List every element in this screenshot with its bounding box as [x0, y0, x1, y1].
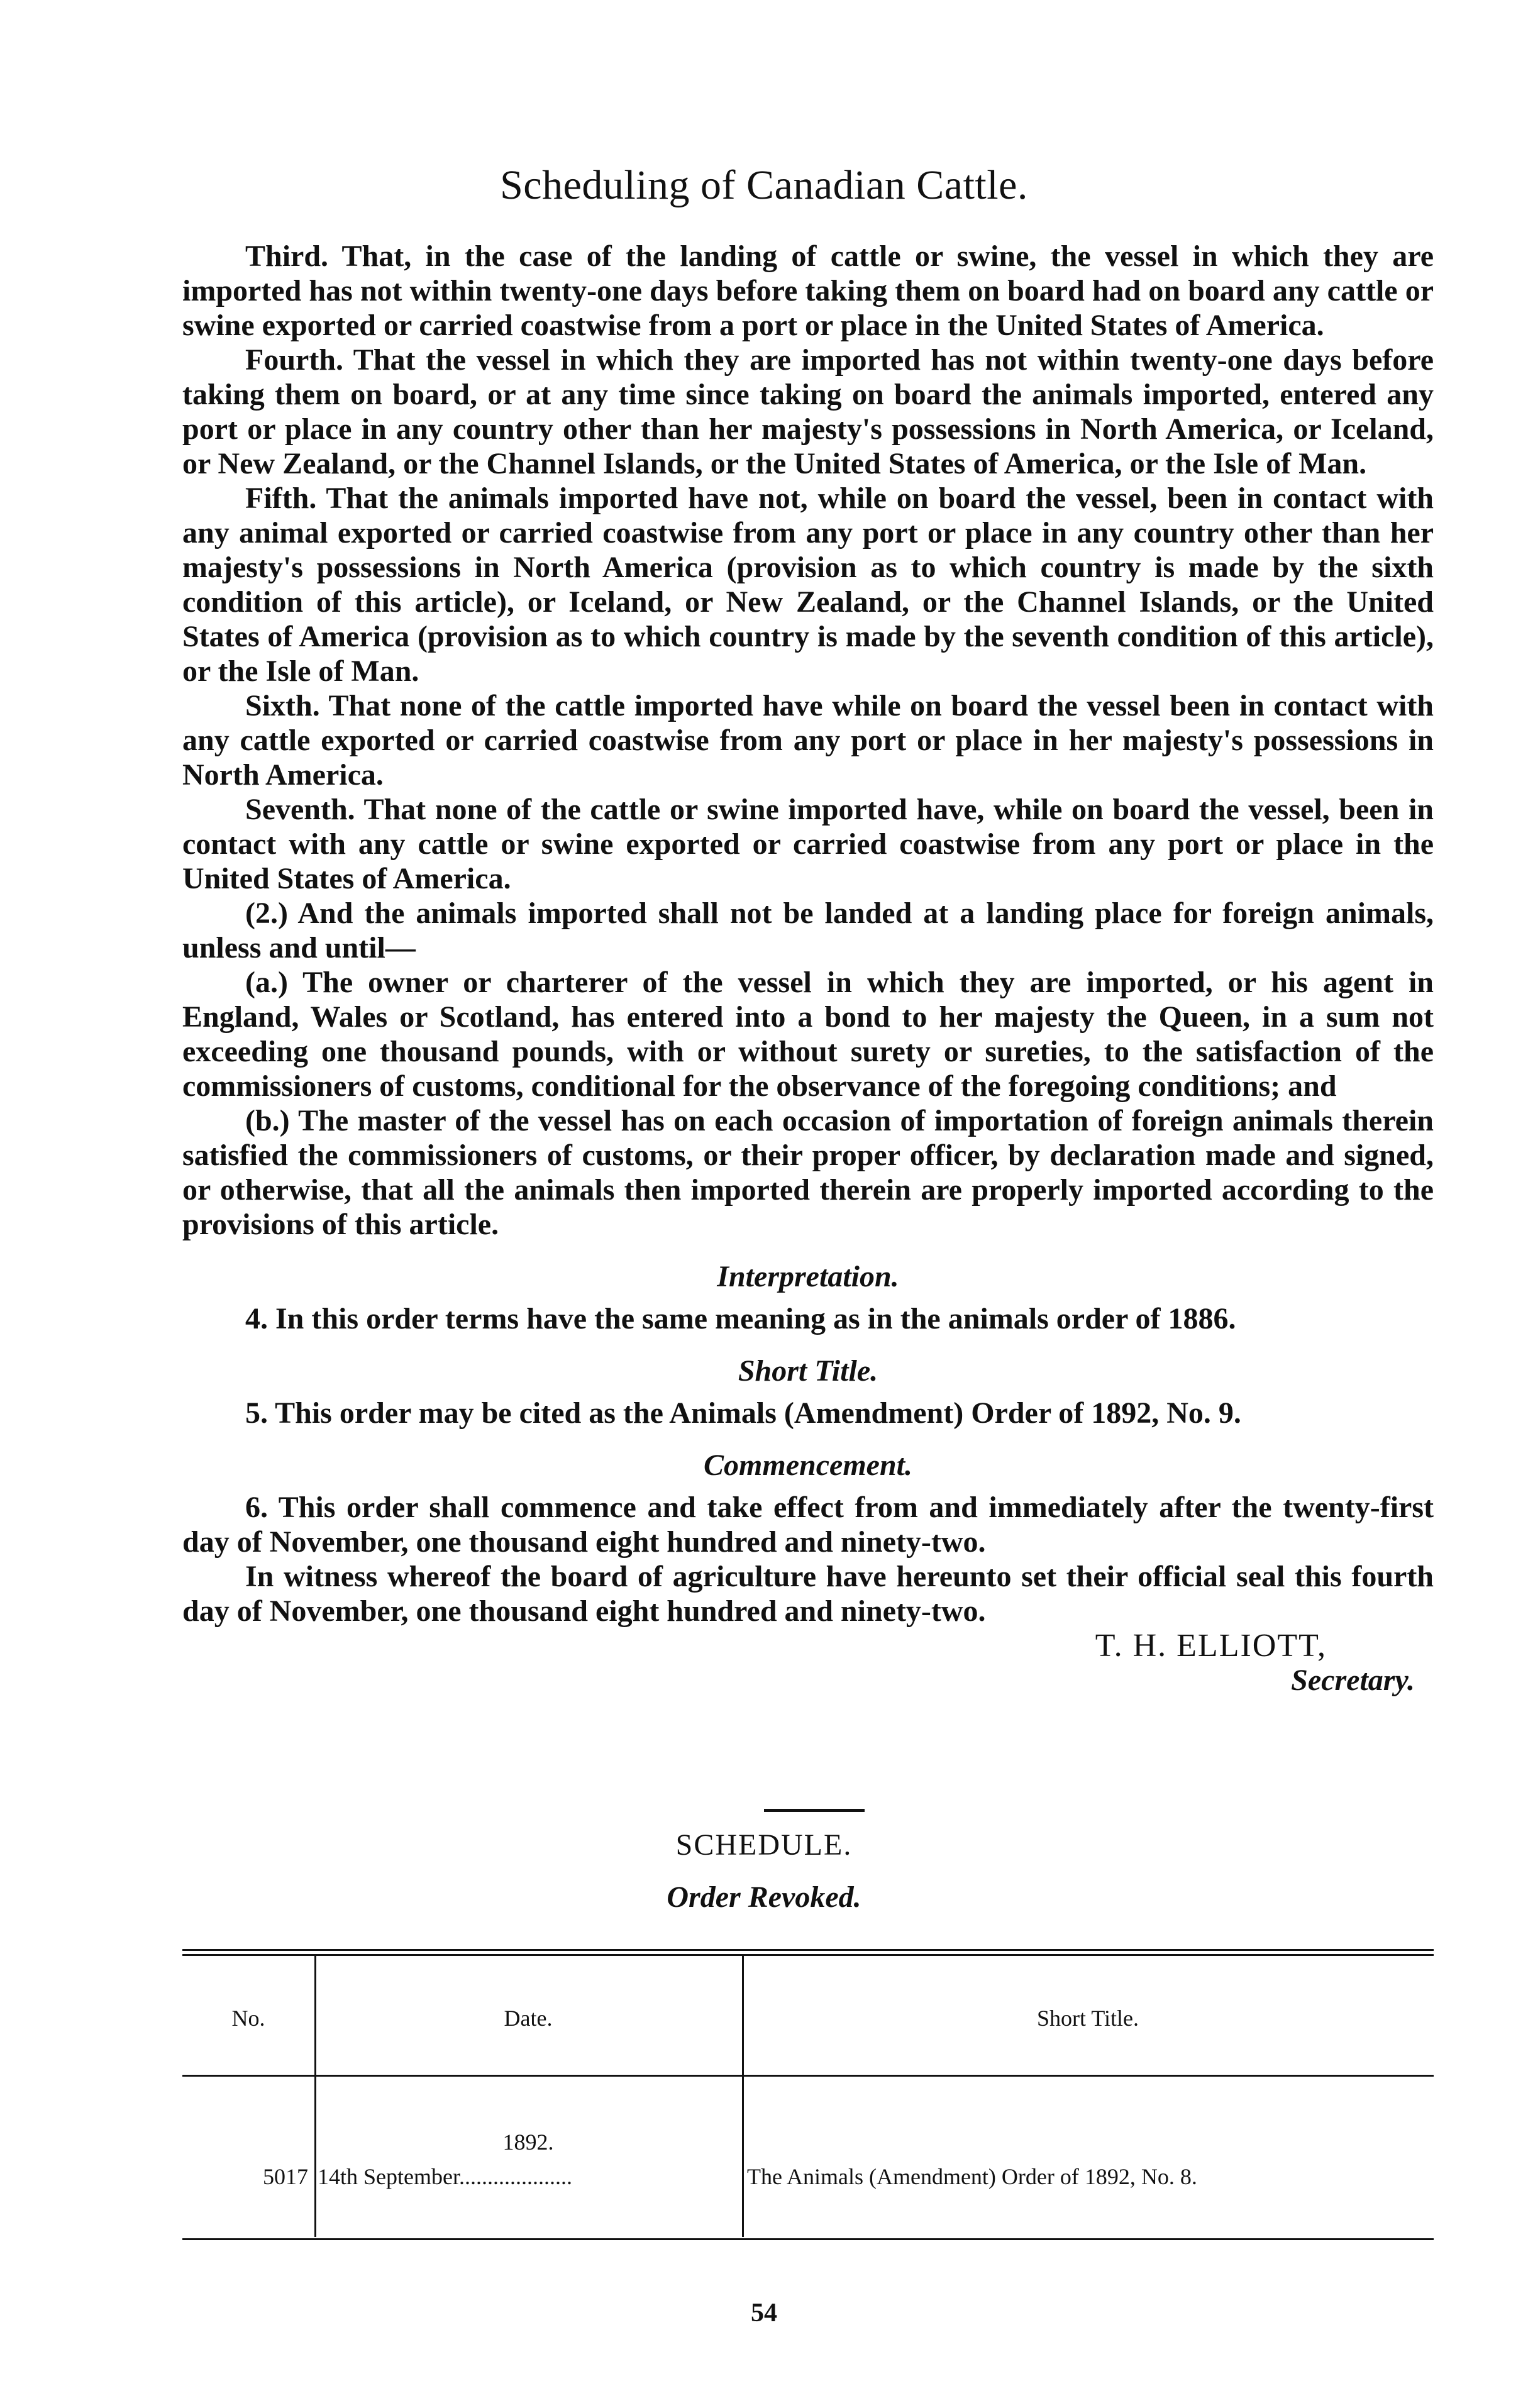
paragraph-fifth: Fifth. That the animals imported have not, while on board the vessel, been in contact with any animal exported or carried coastwise from any port or place in any country other than her majesty's possessions in North America (provision as to which country is made by the sixth condition of this article), or Iceland, or New Zealand, or the Channel Islands, or the United States of America (provision as to which country is made by the seventh condition of this article), or the Isle of Man. [182, 482, 1434, 688]
paragraph-third: Third. That, in the case of the landing of cattle or swine, the vessel in which they are imported has not within twenty-one days before taking them on board had on board any cattle or swine exported or carried coastwise from a port or place in the United States of America. [182, 240, 1434, 342]
paragraph-subsection-2: (2.) And the animals imported shall not be landed at a landing place for foreign animals, unless and until— [182, 897, 1434, 964]
short-title-text: 5. This order may be cited as the Animals (Amendment) Order of 1892, No. 9. [245, 1396, 1241, 1430]
table-cell-short-title: The Animals (Amendment) Order of 1892, No. 8. [747, 2164, 1197, 2189]
table-cell-no: 5017 [263, 2164, 308, 2189]
schedule-title: SCHEDULE. [675, 1828, 853, 1862]
interpretation-text: 4. In this order terms have the same meaning as in the animals order of 1886. [245, 1302, 1236, 1335]
table-header-rule [182, 2075, 1434, 2077]
page-number: 54 [751, 2299, 777, 2328]
order-body [182, 239, 1434, 1698]
section-divider [764, 1809, 865, 1812]
witness-text: In witness whereof the board of agriculture have hereunto set their official seal this fourth day of November, one thousand eight hundred and ninety-two. [182, 1560, 1434, 1628]
interpretation-heading: Interpretation. [717, 1260, 899, 1293]
page-title: Scheduling of Canadian Cattle. [500, 162, 1028, 208]
table-header-date: Date. [504, 2006, 553, 2031]
commencement-text: 6. This order shall commence and take effect from and immediately after the twenty-first day of November, one thousand eight hundred and ninety-two. [182, 1491, 1434, 1559]
short-title-heading: Short Title. [738, 1354, 878, 1388]
table-cell-date: 14th September.................... [318, 2164, 572, 2189]
paragraph-seventh: Seventh. That none of the cattle or swine imported have, while on board the vessel, been in contact with any cattle or swine exported or carried coastwise from any port or place in the United States of America. [182, 793, 1434, 895]
paragraph-subsection-a: (a.) The owner or charterer of the vessel in which they are imported, or his agent in England, Wales or Scotland, has entered into a bond to her majesty the Queen, in a sum not exceeding one thousand pounds, with or without surety or sureties, to the satisfaction of the commissioners of customs, conditional for the observance of the foregoing conditions; and [182, 966, 1434, 1103]
table-top-rule-inner [182, 1954, 1434, 1956]
signatory-name: T. H. ELLIOTT, [1095, 1628, 1327, 1664]
table-bottom-rule [182, 2238, 1434, 2240]
paragraph-subsection-b: (b.) The master of the vessel has on each occasion of importation of foreign animals therein satisfied the commissioners of customs, or their proper officer, by declaration made and signed, or otherwise, that all the animals then imported therein are properly imported according to the provisions of this article. [182, 1104, 1434, 1241]
schedule-subtitle: Order Revoked. [667, 1881, 861, 1914]
commencement-heading: Commencement. [704, 1449, 912, 1482]
table-column-divider [742, 1955, 744, 2237]
paragraph-fourth: Fourth. That the vessel in which they are imported has not within twenty-one days before taking them on board, or at any time since taking on board the animals imported, entered any port or place in any country other than her majesty's possessions in North America, or Iceland, or New Zealand, or the Channel Islands, or the United States of America, or the Isle of Man. [182, 343, 1434, 480]
table-column-divider [314, 1955, 316, 2237]
paragraph-sixth: Sixth. That none of the cattle imported have while on board the vessel been in contact with any cattle exported or carried coastwise from any port or place in her majesty's possessions in North America. [182, 689, 1434, 792]
signatory-title: Secretary. [1291, 1664, 1415, 1697]
table-header-no: No. [231, 2006, 265, 2031]
table-cell-year: 1892. [502, 2129, 554, 2155]
table-header-short-title: Short Title. [1036, 2006, 1139, 2031]
table-top-rule [182, 1949, 1434, 1951]
